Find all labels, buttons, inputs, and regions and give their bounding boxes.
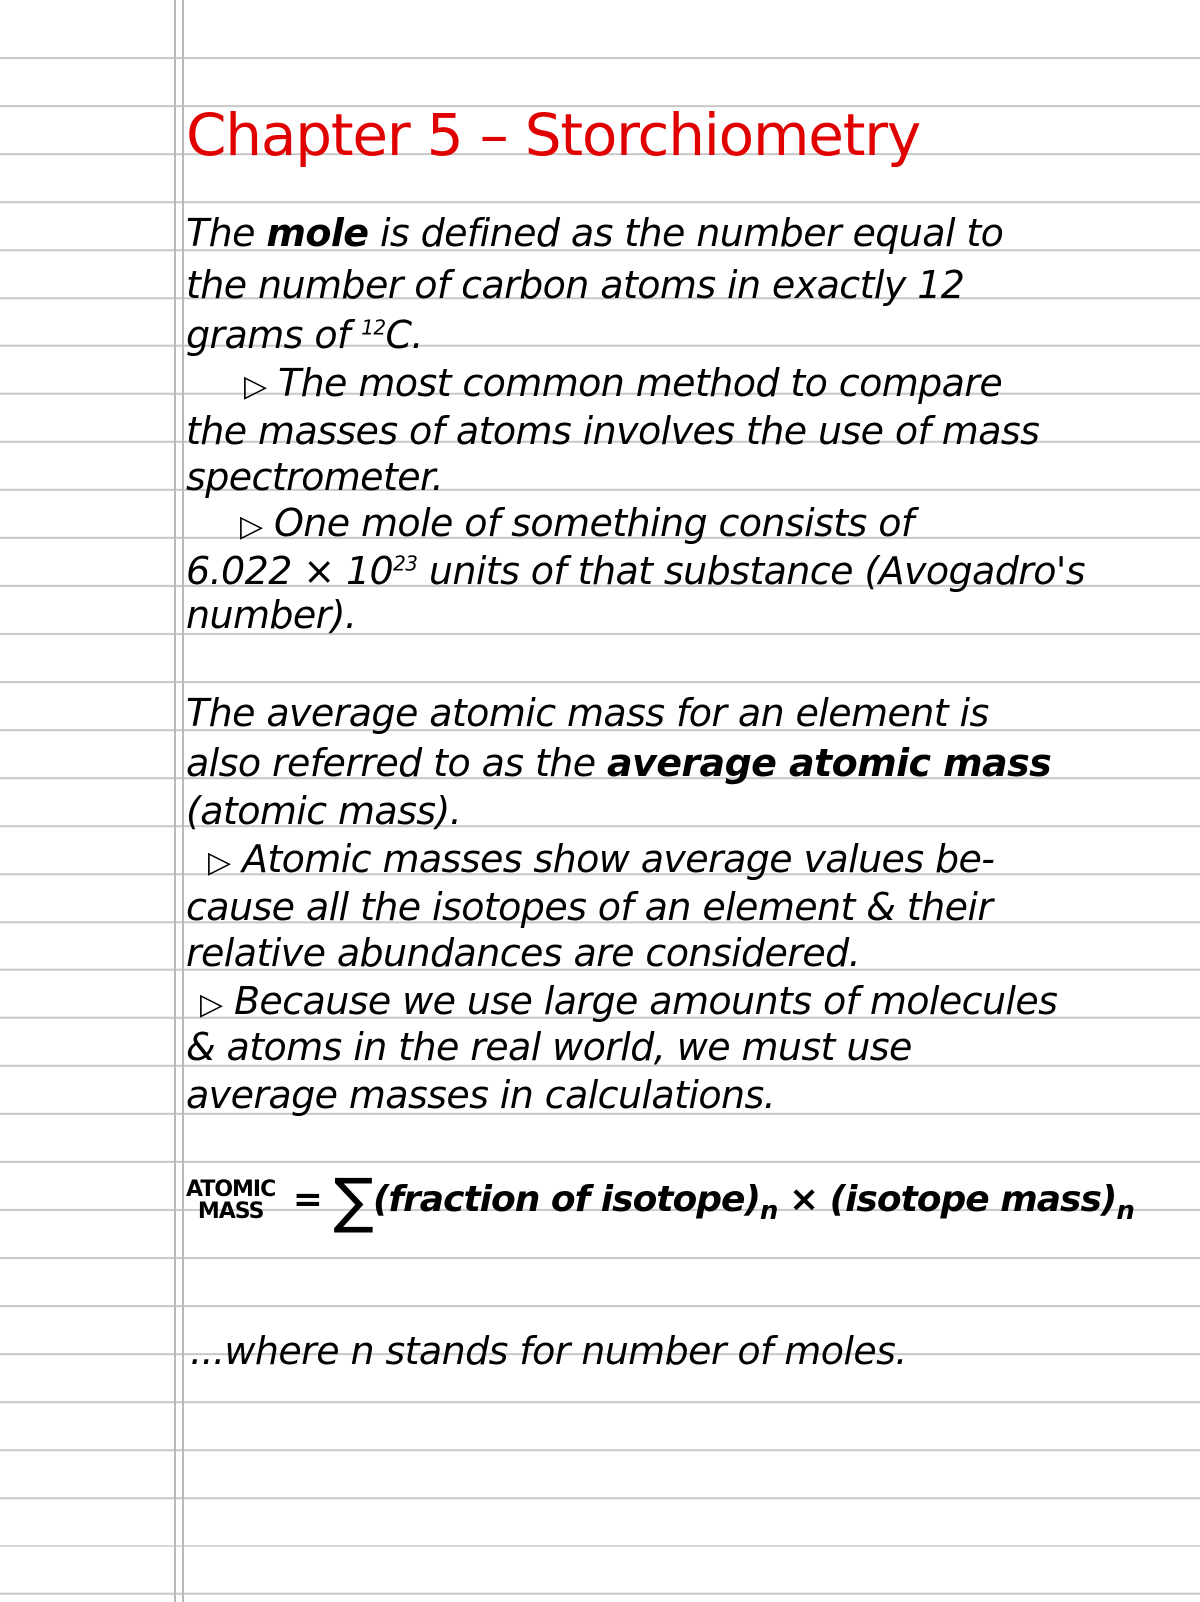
term-average-atomic-mass: average atomic mass — [607, 741, 1052, 785]
triangle-bullet-icon: ▷ — [240, 509, 263, 544]
note-line: The average atomic mass for an element is — [186, 691, 989, 735]
note-line: The mole is defined as the number equal to — [186, 211, 1004, 255]
note-line: also referred to as the average atomic mass — [186, 741, 1052, 785]
note-line: (atomic mass). — [186, 789, 462, 833]
note-line: relative abundances are considered. — [186, 931, 861, 975]
note-line: spectrometer. — [186, 455, 444, 499]
atomic-mass-formula: ATOMIC MASS = ∑(fraction of $isotope)_n$ × (isotope $mass)_n$ — [186, 1166, 1134, 1236]
note-line: cause all the isotopes of an element & their — [186, 885, 993, 929]
triangle-bullet-icon: ▷ — [244, 369, 267, 404]
margin-line-left — [174, 0, 176, 1602]
sigma-icon: ∑ — [333, 1166, 373, 1236]
bullet-line: ▷ Atomic masses show average values be- — [208, 837, 995, 881]
margin-line-right — [182, 0, 184, 1602]
note-line: & atoms in the real world, we must use — [186, 1025, 912, 1069]
formula-note: ...where n stands for number of moles. — [190, 1329, 907, 1373]
triangle-bullet-icon: ▷ — [208, 845, 231, 880]
formula-lhs: ATOMIC MASS — [186, 1177, 276, 1224]
bullet-line: ▷ The most common method to compare — [244, 361, 1003, 405]
note-line: $6.022 \times 10^{23}$ units of that substance (Avogadro's — [186, 549, 1085, 593]
note-line: average masses in calculations. — [186, 1073, 776, 1117]
note-line: number). — [186, 593, 357, 637]
bullet-line: ▷ Because we use large amounts of molecules — [200, 979, 1058, 1023]
triangle-bullet-icon: ▷ — [200, 987, 223, 1022]
note-line: the masses of atoms involves the use of mass — [186, 409, 1040, 453]
page-title: Chapter 5 – Storchiometry — [186, 101, 921, 169]
term-mole: mole — [266, 211, 369, 255]
note-line: grams of $^{12}$C. — [186, 313, 423, 357]
bullet-line: ▷ One mole of something consists of — [240, 501, 914, 545]
note-line: the number of carbon atoms in exactly 12 — [186, 263, 965, 307]
